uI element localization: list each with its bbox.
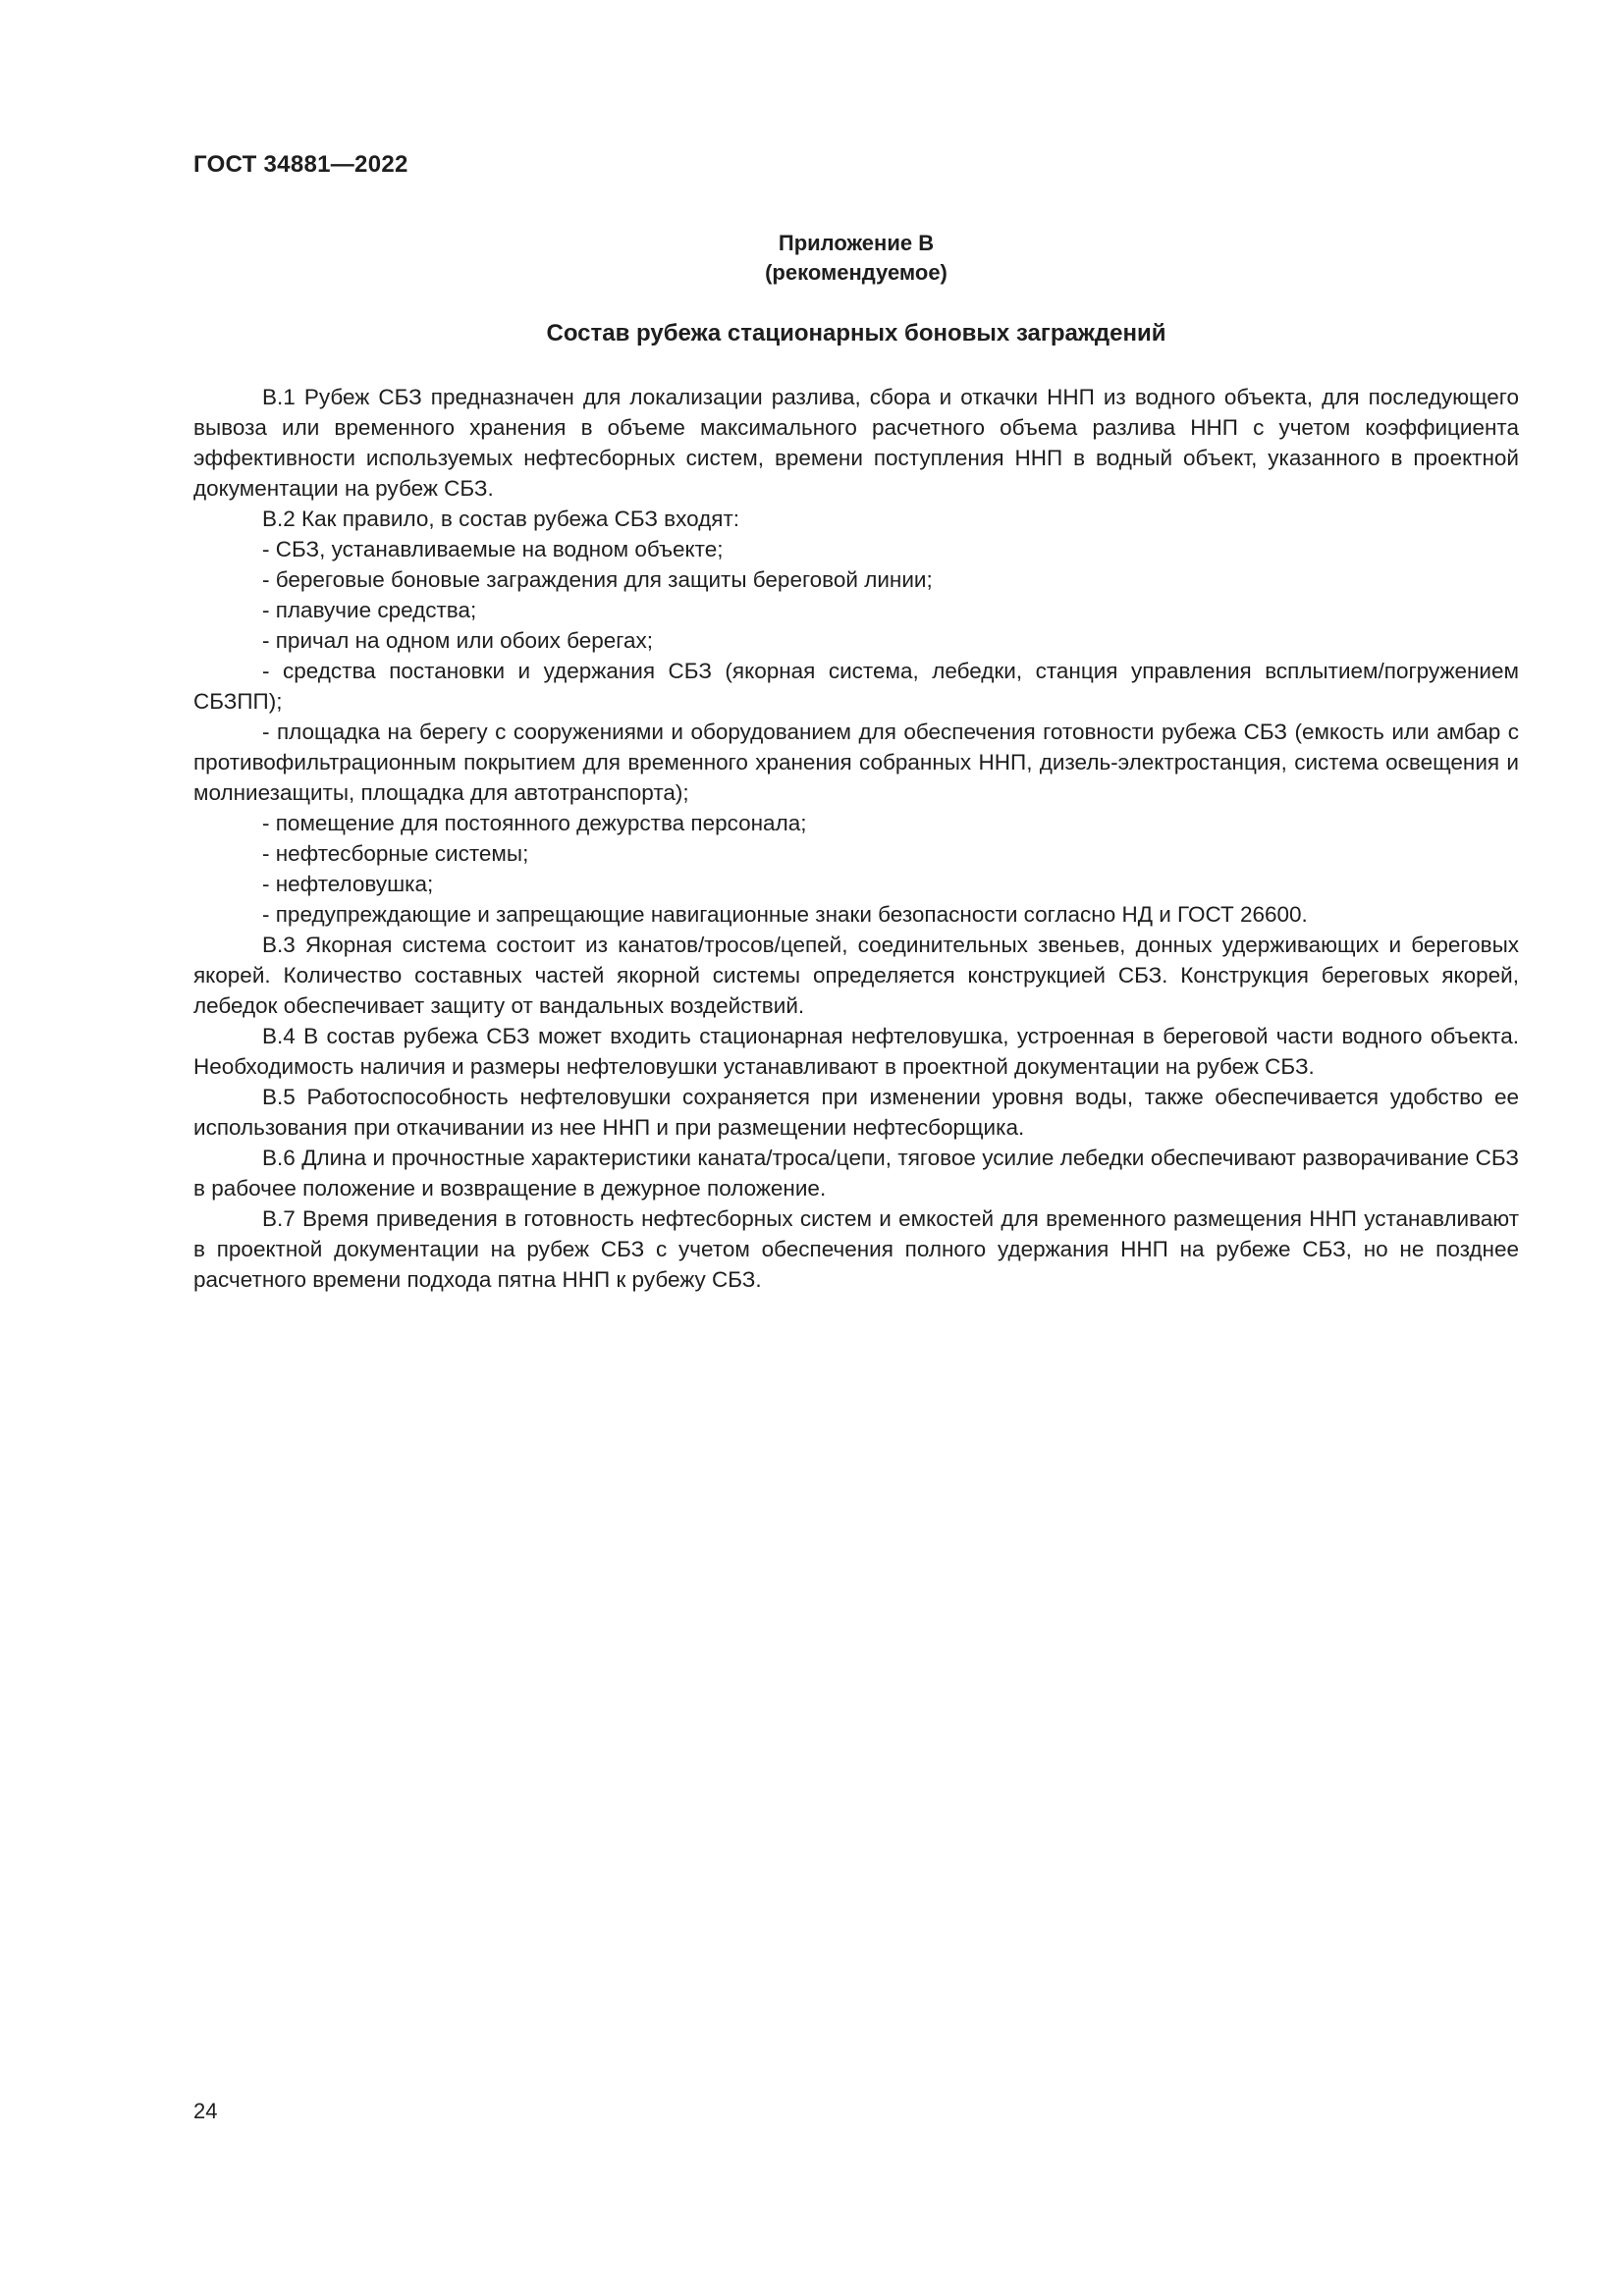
- paragraph-b2: В.2 Как правило, в состав рубежа СБЗ входят:: [262, 507, 740, 531]
- paragraph-b4: В.4 В состав рубежа СБЗ может входить стационарная нефтеловушка, устроенная в береговой части водного объекта. Необходимость наличия и размеры нефтеловушки устанавливают в проектной документации на рубеж СБЗ.: [193, 1024, 1519, 1079]
- list-item: - предупреждающие и запрещающие навигационные знаки безопасности согласно НД и ГОСТ 26600.: [262, 902, 1308, 927]
- list-item: - плавучие средства;: [262, 598, 477, 622]
- section-title: Состав рубежа стационарных боновых заграждений: [546, 320, 1166, 347]
- list-item: - площадка на берегу с сооружениями и оборудованием для обеспечения готовности рубежа СБЗ (емкость или амбар с противофильтрационным покрытием для временного хранения собранных ННП, дизель-электростанция, система освещения и молниезащиты, площадка для автотранспорта);: [193, 720, 1519, 805]
- list-item: - нефтеловушка;: [262, 872, 434, 896]
- appendix-heading: [193, 229, 1519, 288]
- document-code: ГОСТ 34881—2022: [193, 151, 408, 178]
- list-item: - причал на одном или обоих берегах;: [262, 628, 654, 653]
- paragraph-b6: В.6 Длина и прочностные характеристики каната/троса/цепи, тяговое усилие лебедки обеспечивают разворачивание СБЗ в рабочее положение и возвращение в дежурное положение.: [193, 1146, 1519, 1201]
- list-item: - средства постановки и удержания СБЗ (якорная система, лебедки, станция управления всплытием/погружением СБЗПП);: [193, 659, 1519, 714]
- list-item: - СБЗ, устанавливаемые на водном объекте;: [262, 537, 724, 561]
- list-item: - береговые боновые заграждения для защиты береговой линии;: [262, 567, 933, 592]
- paragraph-b7: В.7 Время приведения в готовность нефтесборных систем и емкостей для временного размещения ННП устанавливают в проектной документации на рубеж СБЗ с учетом обеспечения полного удержания ННП на рубеже СБЗ, но не позднее расчетного времени подхода пятна ННП к рубежу СБЗ.: [193, 1206, 1519, 1292]
- body-text: [193, 382, 1519, 1295]
- paragraph-b1: В.1 Рубеж СБЗ предназначен для локализации разлива, сбора и откачки ННП из водного объекта, для последующего вывоза или временного хранения в объеме максимального расчетного объема разлива ННП с учетом коэффициента эффективности используемых нефтесборных систем, времени поступления ННП в водный объект, указанного в проектной документации на рубеж СБЗ.: [193, 385, 1519, 501]
- list-item: - нефтесборные системы;: [262, 841, 529, 866]
- list-item: - помещение для постоянного дежурства персонала;: [262, 811, 807, 835]
- appendix-title: Приложение В: [778, 231, 935, 255]
- paragraph-b3: В.3 Якорная система состоит из канатов/тросов/цепей, соединительных звеньев, донных удерживающих и береговых якорей. Количество составных частей якорной системы определяется конструкцией СБЗ. Конструкция береговых якорей, лебедок обеспечивает защиту от вандальных воздействий.: [193, 933, 1519, 1018]
- appendix-status: (рекомендуемое): [765, 260, 947, 285]
- page-number: 24: [193, 2099, 218, 2123]
- paragraph-b5: В.5 Работоспособность нефтеловушки сохраняется при изменении уровня воды, также обеспечивается удобство ее использования при откачивании из нее ННП и при размещении нефтесборщика.: [193, 1085, 1519, 1140]
